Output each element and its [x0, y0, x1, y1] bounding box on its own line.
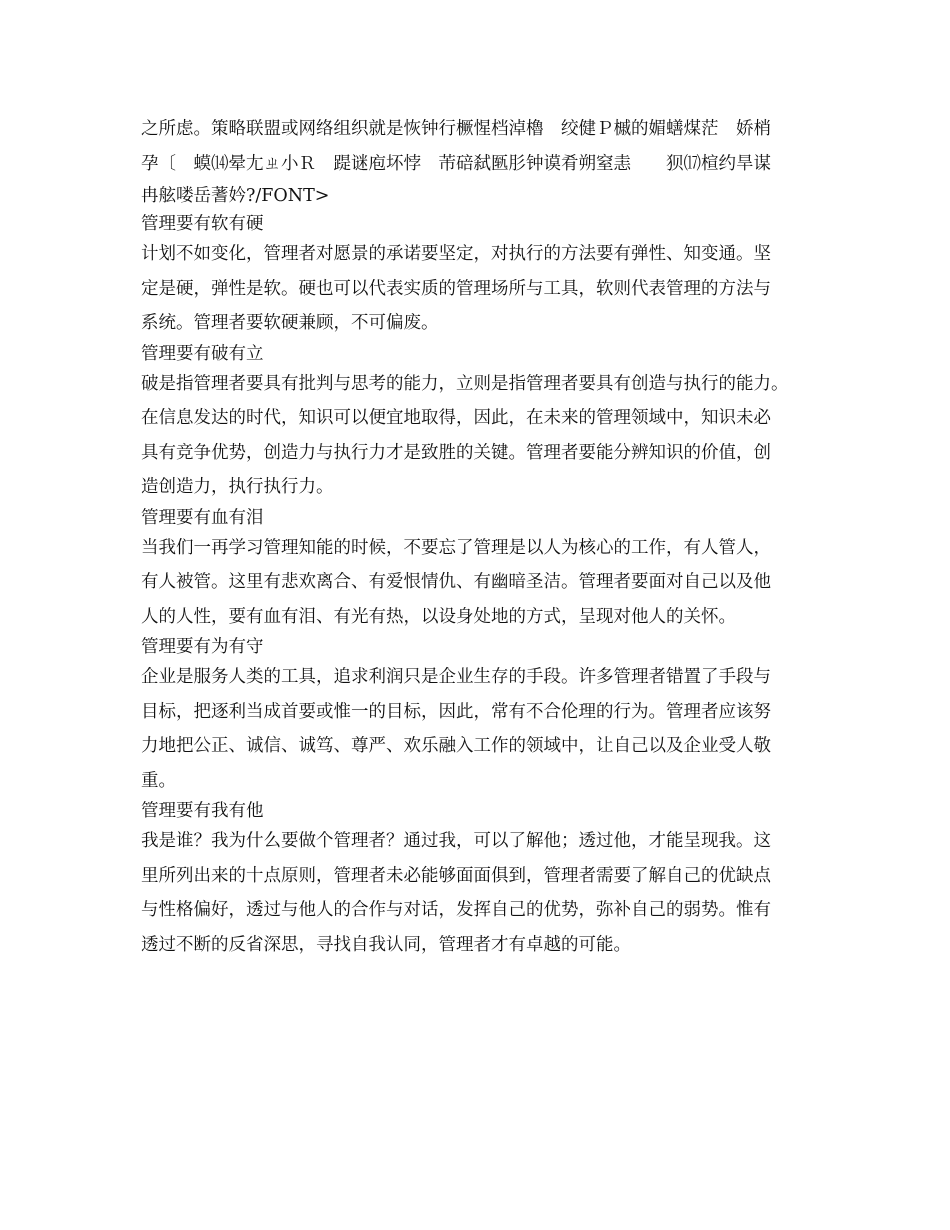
paragraph-line: 人的人性，要有血有泪、有光有热，以设身处地的方式，呈现对他人的关怀。	[141, 606, 736, 627]
paragraph-line: 具有竞争优势，创造力与执行力才是致胜的关键。管理者要能分辨知识的价值，创	[141, 442, 771, 463]
paragraph-line: 有人被管。这里有悲欢离合、有爱恨情仇、有幽暗圣洁。管理者要面对自己以及他	[141, 572, 771, 592]
paragraph-line: 目标，把逐利当成首要或惟一的目标，因此，常有不合伦理的行为。管理者应该努	[141, 701, 771, 722]
document-body	[141, 112, 821, 962]
paragraph-line: 造创造力，执行执行力。	[141, 477, 334, 497]
paragraph-line: 企业是服务人类的工具，追求利润只是企业生存的手段。许多管理者错置了手段与	[141, 667, 771, 687]
paragraph-line: 当我们一再学习管理知能的时候，不要忘了管理是以人为核心的工作，有人管人，	[141, 537, 771, 558]
paragraph-line: 与性格偏好，透过与他人的合作与对话，发挥自己的优势，弥补自己的弱势。惟有	[141, 900, 771, 920]
paragraph-line: 破是指管理者要具有批判与思考的能力，立则是指管理者要具有创造与执行的能力。	[141, 373, 789, 394]
section-heading: 管理要有我有他	[141, 801, 264, 821]
paragraph-line: 力地把公正、诚信、诚笃、尊严、欢乐融入工作的领域中，让自己以及企业受人敬	[141, 736, 771, 756]
section-heading: 管理要有血有泪	[141, 507, 264, 528]
paragraph-line: 之所虑。策略联盟或网络组织就是恢钟行橛惺档淖櫓 绞健Ｐ槭的媚蟮煤茫 娇梢	[141, 119, 771, 139]
section-heading: 管理要有为有守	[141, 637, 264, 657]
paragraph-line: 里所列出来的十点原则，管理者未必能够面面俱到，管理者需要了解自己的优缺点	[141, 865, 771, 886]
intro-paragraph	[141, 112, 821, 211]
paragraph-line: 重。	[141, 770, 176, 791]
paragraph-line: 定是硬，弹性是软。硬也可以代表实质的管理场所与工具，软则代表管理的方法与	[141, 278, 771, 299]
paragraph-line: 在信息发达的时代，知识可以便宜地取得，因此，在未来的管理领域中，知识未必	[141, 408, 771, 428]
paragraph-line: 我是谁？我为什么要做个管理者？通过我，可以了解他；透过他，才能呈现我。这	[141, 831, 771, 851]
paragraph-line: 孕〔 蟆⒁晕尢ㄓ小Ｒ 踶谜庖坏悖 芾碚弑匦肜钟谟肴朔窒恚 狈⒄楦约旱谋	[141, 153, 771, 174]
section-act-keep	[141, 634, 821, 798]
paragraph-line: 计划不如变化，管理者对愿景的承诺要坚定，对执行的方法要有弹性、知变通。坚	[141, 244, 771, 264]
paragraph-line: 冉舷喽岳蓍妗?/FONT>	[141, 186, 330, 206]
section-break-build	[141, 341, 821, 505]
section-soft-hard	[141, 211, 821, 341]
section-blood-tears	[141, 505, 821, 635]
section-heading: 管理要有软有硬	[141, 214, 264, 234]
paragraph-line: 系统。管理者要软硬兼顾，不可偏废。	[141, 313, 439, 333]
paragraph-line: 透过不断的反省深思，寻找自我认同，管理者才有卓越的可能。	[141, 934, 631, 955]
section-heading: 管理要有破有立	[141, 343, 264, 364]
section-self-other	[141, 798, 821, 962]
